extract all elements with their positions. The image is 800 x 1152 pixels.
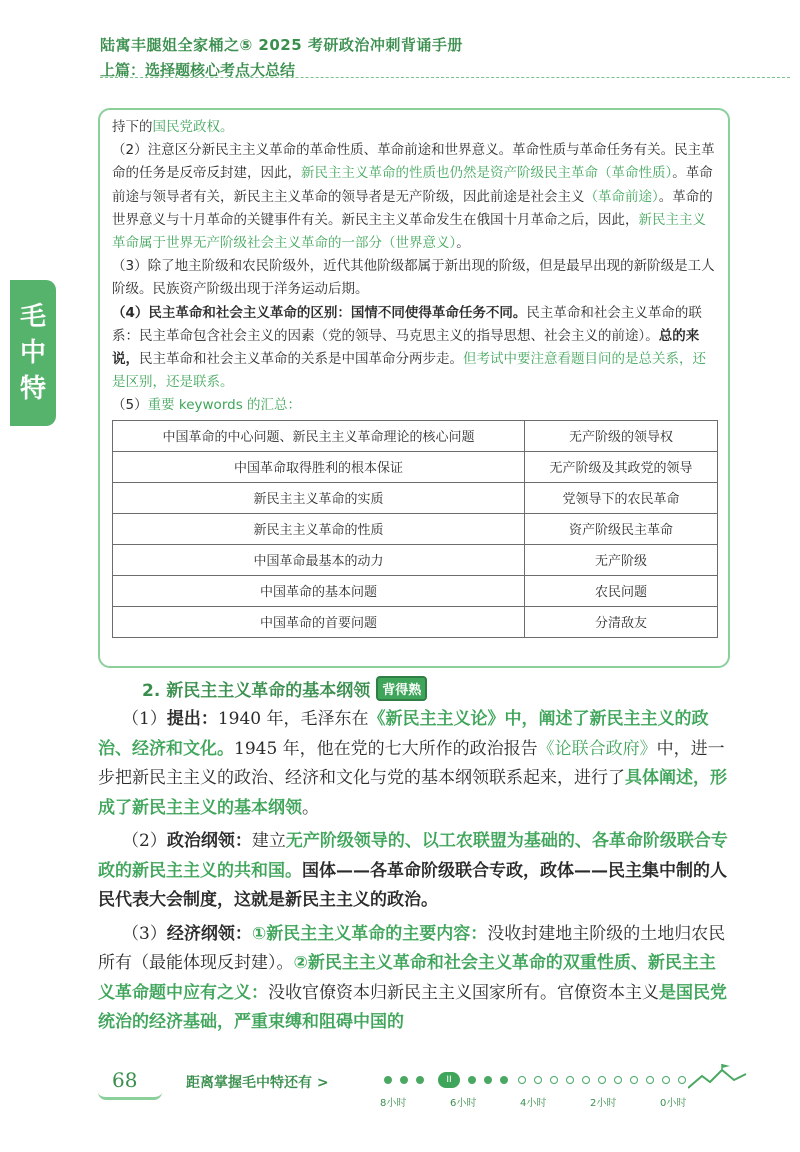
progress-tick: 2小时 [590,1098,617,1109]
part-title: 上篇：选择题核心考点大总结 [100,61,296,79]
note-box [98,108,730,668]
book-title: 陆寓丰腿姐全家桶之⑤ 2025 考研政治冲刺背诵手册 [100,36,463,54]
table-row [113,544,718,575]
countdown-label: 距离掌握毛中特还有 > [186,1075,329,1091]
progress-dot [468,1076,476,1084]
progress-tick: 6小时 [450,1098,477,1109]
table-cell: 中国革命取得胜利的根本保证 [113,451,525,482]
table-cell: 中国革命的基本问题 [113,575,525,606]
progress-dot [614,1076,622,1084]
running-header [100,34,463,80]
table-cell: 中国革命的首要问题 [113,606,525,637]
progress-tick: 0小时 [660,1098,687,1109]
table-cell: 中国革命的中心问题、新民主主义革命理论的核心问题 [113,420,525,451]
section-heading [142,676,732,701]
page-number: 68 [112,1068,138,1092]
table-cell: 无产阶级 [525,544,718,575]
table-cell: 中国革命最基本的动力 [113,544,525,575]
section-title: 2. 新民主主义革命的基本纲领 [142,681,371,701]
progress-tick: 4小时 [520,1098,547,1109]
progress-dot [400,1076,408,1084]
table-cell: 无产阶级的领导权 [525,420,718,451]
progress-dot [384,1076,392,1084]
page-footer [0,1058,800,1152]
progress-dot [484,1076,492,1084]
progress-tick: 8小时 [380,1098,407,1109]
note-paragraph-0: 持下的国民党政权。 [112,119,234,135]
table-row [113,482,718,513]
table-cell: 无产阶级及其政党的领导 [525,451,718,482]
note-paragraph-4: （4）民主革命和社会主义革命的区别：国情不同使得革命任务不同。民主革命和社会主义革命的联系：民主革命包含社会主义的因素（党的领导、马克思主义的指导思想、社会主义的前途）。总的来说，民主革命和社会主义革命的关系是中国革命分两步走。但考试中要注意看题目问的是总关系，还是区别，还是联系。 [112,304,706,391]
main-content [98,676,732,1038]
table-cell: 党领导下的农民革命 [525,482,718,513]
table-row [113,606,718,637]
progress-dot [662,1076,670,1084]
table-cell: 资产阶级民主革命 [525,513,718,544]
table-row [113,420,718,451]
side-tab-char: 中 [19,338,46,368]
progress-dot [534,1076,542,1084]
progress-dot [678,1076,686,1084]
progress-dot [416,1076,424,1084]
body-paragraph-1: （1）提出：1940 年，毛泽东在《新民主主义论》中，阐述了新民主主义的政治、经济和文化。1945 年，他在党的七大所作的政治报告《论联合政府》中，进一步把新民主主义的政治、经济和文化与党的基本纲领联系起来，进行了具体阐述，形成了新民主主义的基本纲领。 [98,709,727,818]
keywords-table [112,420,718,638]
table-cell: 分清敌友 [525,606,718,637]
chapter-side-tab [10,280,56,426]
table-cell: 农民问题 [525,575,718,606]
table-cell: 新民主主义革命的实质 [113,482,525,513]
header-divider [100,77,790,78]
progress-dot [646,1076,654,1084]
progress-dot [630,1076,638,1084]
body-paragraph-3: （3）经济纲领：①新民主主义革命的主要内容：没收封建地主阶级的土地归农民所有（最能体现反封建）。②新民主主义革命和社会主义革命的双重性质、新民主主义革命题中应有之义：没收官僚资本归新民主主义国家所有。官僚资本主义是国民党统治的经济基础，严重束缚和阻碍中国的 [98,923,727,1032]
progress-marker: II [438,1072,460,1088]
table-row [113,513,718,544]
mountain-icon [688,1064,748,1092]
note-paragraph-5: （5）重要 keywords 的汇总： [112,397,302,414]
progress-dot [598,1076,606,1084]
note-paragraph-3: （3）除了地主阶级和农民阶级外，近代其他阶级都属于新出现的阶级，但是最早出现的新阶级是工人阶级。民族资产阶级出现于洋务运动后期。 [112,258,715,298]
progress-dot [518,1076,526,1084]
note-paragraph-2: （2）注意区分新民主主义革命的革命性质、革命前途和世界意义。革命性质与革命任务有关。民主革命的任务是反帝反封建，因此，新民主主义革命的性质也仍然是资产阶级民主革命（革命性质）。革命前途与领导者有关，新民主主义革命的领导者是无产阶级，因此前途是社会主义（革命前途）。革命的世界意义与十月革命的关键事件有关。新民主主义革命发生在俄国十月革命之后，因此，新民主主义革命属于世界无产阶级社会主义革命的一部分（世界意义）。 [112,142,715,252]
progress-dot [500,1076,508,1084]
progress-dot [550,1076,558,1084]
body-paragraph-2: （2）政治纲领：建立无产阶级领导的、以工农联盟为基础的、各革命阶级联合专政的新民主主义的共和国。国体——各革命阶级联合专政，政体——民主集中制的人民代表大会制度，这就是新民主主义的政治。 [98,831,728,910]
side-tab-char: 特 [19,374,46,404]
progress-dot [566,1076,574,1084]
table-row [113,451,718,482]
progress-track [384,1072,704,1090]
table-cell: 新民主主义革命的性质 [113,513,525,544]
table-row [113,575,718,606]
side-tab-char: 毛 [19,302,46,332]
section-badge: 背得熟 [376,676,427,701]
page-number-swoosh [98,1092,162,1100]
progress-dot [582,1076,590,1084]
